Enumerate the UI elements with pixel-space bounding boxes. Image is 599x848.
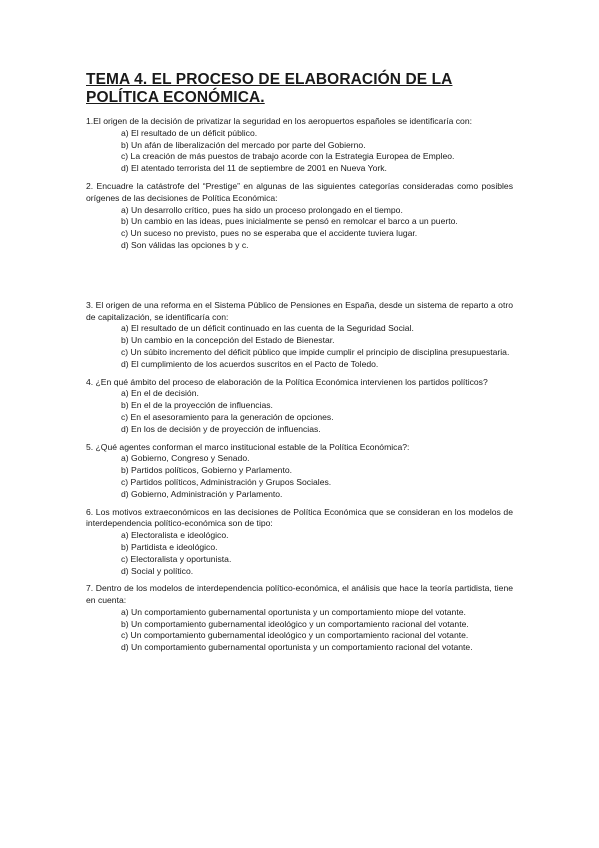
answer-option: a) Un comportamiento gubernamental oportunista y un comportamiento miope del votante. (121, 606, 466, 617)
answer-option: c) En el asesoramiento para la generación de opciones. (121, 411, 334, 422)
question-stem: 2. Encuadre la catástrofe del “Prestige” en algunas de las siguientes categorías consideradas como posibles orígenes de las decisiones de Política Económica: (86, 180, 513, 203)
answer-option: c) La creación de más puestos de trabajo acorde con la Estrategia Europea de Empleo. (121, 151, 455, 162)
answer-option: c) Electoralista y oportunista. (121, 553, 232, 564)
answer-option: a) En el de decisión. (121, 388, 199, 399)
answer-option: d) Social y político. (121, 565, 194, 576)
answer-option: b) Partidos políticos, Gobierno y Parlamento. (121, 465, 293, 476)
answer-option: d) El cumplimiento de los acuerdos suscritos en el Pacto de Toledo. (121, 358, 379, 369)
answer-option: b) Un comportamiento gubernamental ideológico y un comportamiento racional del votante. (121, 618, 469, 629)
question-1 (86, 116, 513, 175)
answer-option: a) Un desarrollo crítico, pues ha sido un proceso prolongado en el tiempo. (121, 204, 403, 215)
question-stem: 4. ¿En qué ámbito del proceso de elaboración de la Política Económica intervienen los partidos políticos? (86, 376, 488, 387)
question-7 (86, 583, 513, 654)
answer-option: a) Electoralista e ideológico. (121, 530, 229, 541)
question-2 (86, 181, 513, 252)
answer-option: b) Un afán de liberalización del mercado por parte del Gobierno. (121, 139, 366, 150)
answer-option: c) Un comportamiento gubernamental ideológico y un comportamiento racional del votante. (121, 630, 469, 641)
answer-option: c) Un suceso no previsto, pues no se esperaba que el accidente tuviera lugar. (121, 228, 418, 239)
question-5 (86, 442, 513, 501)
answer-option: b) Un cambio en las ideas, pues inicialmente se pensó en remolcar el barco a un puerto. (121, 216, 458, 227)
question-stem: 1.El origen de la decisión de privatizar la seguridad en los aeropuertos españoles se identificaría con: (86, 116, 472, 126)
answer-option: c) Partidos políticos, Administración y Grupos Sociales. (121, 476, 332, 487)
answer-option: b) Partidista e ideológico. (121, 541, 218, 552)
question-stem: 5. ¿Qué agentes conforman el marco institucional estable de la Política Económica?: (86, 441, 410, 452)
question-6 (86, 507, 513, 578)
answer-option: d) Gobierno, Administración y Parlamento. (121, 488, 283, 499)
question-stem: 3. El origen de una reforma en el Sistema Público de Pensiones en España, desde un sistema de reparto a otro de capitalización, se identificaría con: (86, 299, 513, 322)
answer-option: d) El atentado terrorista del 11 de septiembre de 2001 en Nueva York. (121, 163, 387, 174)
question-3 (86, 300, 513, 371)
answer-option: b) Un cambio en la concepción del Estado de Bienestar. (121, 335, 335, 346)
answer-option: a) Gobierno, Congreso y Senado. (121, 453, 250, 464)
answer-option: d) Son válidas las opciones b y c. (121, 239, 249, 250)
question-stem: 7. Dentro de los modelos de interdependencia político-económica, el análisis que hace la teoría partidista, tiene en cuenta: (86, 583, 513, 606)
answer-option: d) En los de decisión y de proyección de influencias. (121, 423, 321, 434)
question-4 (86, 377, 513, 436)
answer-option: a) El resultado de un déficit continuado en las cuenta de la Seguridad Social. (121, 323, 414, 334)
answer-option: c) Un súbito incremento del déficit público que impide cumplir el principio de disciplina presupuestaria. (121, 346, 510, 357)
page-title: TEMA 4. EL PROCESO DE ELABORACIÓN DE LA POLÍTICA ECONÓMICA. (86, 71, 453, 106)
answer-option: d) Un comportamiento gubernamental oportunista y un comportamiento racional del votante. (121, 642, 473, 653)
question-stem: 6. Los motivos extraeconómicos en las decisiones de Política Económica que se consideran en los modelos de interdependencia político-económica son de tipo: (86, 506, 513, 529)
answer-option: a) El resultado de un déficit público. (121, 127, 258, 138)
answer-option: b) En el de la proyección de influencias. (121, 400, 273, 411)
